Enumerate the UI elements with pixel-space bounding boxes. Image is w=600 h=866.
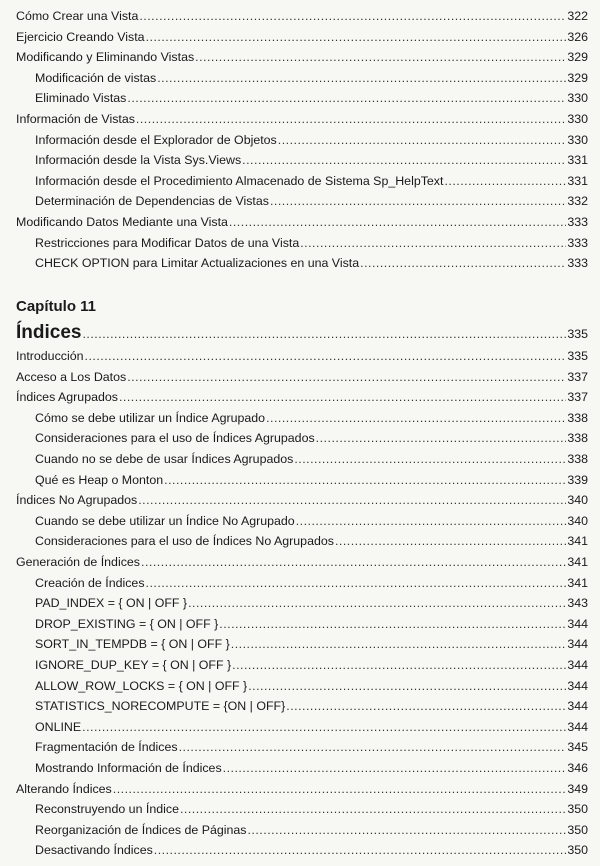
- chapter-page-number: 335: [567, 327, 588, 341]
- toc-entry[interactable]: [0, 552, 588, 572]
- toc-leader: [180, 799, 566, 819]
- toc-leader: [219, 614, 566, 634]
- toc-entry-page: 345: [567, 740, 588, 755]
- toc-entry[interactable]: [0, 109, 588, 129]
- toc-leader: [157, 68, 566, 88]
- toc-entry[interactable]: [0, 820, 588, 840]
- toc-entry-label: Modificando y Eliminando Vistas: [16, 50, 195, 65]
- toc-leader: [138, 490, 566, 510]
- toc-leader: [146, 27, 567, 47]
- toc-leader: [270, 191, 566, 211]
- toc-entry[interactable]: [0, 387, 588, 407]
- toc-entry-page: 329: [567, 50, 588, 65]
- toc-entry-page: 341: [567, 575, 588, 590]
- toc-entry[interactable]: [0, 696, 588, 716]
- toc-entry-page: 337: [567, 390, 588, 405]
- toc-entry-label: Cuando se debe utilizar un Índice No Agrupado: [35, 513, 295, 528]
- toc-entry-label: Qué es Heap o Monton: [35, 472, 164, 487]
- toc-leader: [154, 840, 567, 860]
- toc-entry-page: 344: [567, 637, 588, 652]
- toc-leader: [146, 573, 567, 593]
- toc-leader: [119, 387, 566, 407]
- toc-entry-label: Consideraciones para el uso de Índices No Agrupados: [35, 534, 334, 549]
- toc-entry-label: Reorganización de Índices de Páginas: [35, 822, 247, 837]
- toc-entry-page: 326: [567, 29, 588, 44]
- chapter-number: Capítulo 11: [16, 298, 97, 315]
- toc-entry-label: IGNORE_DUP_KEY = { ON | OFF }: [35, 658, 232, 672]
- toc-entry[interactable]: [0, 490, 588, 510]
- toc-leader: [247, 820, 566, 840]
- toc-entry-label: ONLINE: [35, 719, 82, 734]
- toc-entry[interactable]: [0, 408, 588, 428]
- toc-leader: [266, 408, 566, 428]
- toc-entry-page: 329: [567, 70, 588, 85]
- toc-entry[interactable]: [0, 47, 588, 67]
- toc-leader: [444, 171, 566, 191]
- toc-entry-label: Cómo se debe utilizar un Índice Agrupado: [35, 410, 266, 425]
- toc-leader: [248, 676, 566, 696]
- toc-entry-label: Alterando Índices: [16, 781, 112, 796]
- toc-entry-page: 350: [567, 822, 588, 837]
- toc-leader: [195, 47, 566, 67]
- toc-leader: [82, 327, 566, 341]
- toc-leader: [229, 212, 566, 232]
- toc-leader: [360, 253, 566, 273]
- toc-entry-page: 332: [567, 194, 588, 209]
- toc-entry-page: 344: [567, 616, 588, 631]
- toc-leader: [300, 233, 566, 253]
- toc-entry-page: 349: [567, 781, 588, 796]
- toc-entry[interactable]: [0, 511, 588, 531]
- toc-entry[interactable]: [0, 634, 588, 654]
- toc-entry[interactable]: [0, 840, 588, 860]
- toc-entry-label: CHECK OPTION para Limitar Actualizaciones en una Vista: [35, 256, 360, 271]
- toc-entry-label: Determinación de Dependencias de Vistas: [35, 194, 269, 209]
- toc-entry-page: 341: [567, 555, 588, 569]
- toc-leader: [294, 449, 566, 469]
- toc-entry[interactable]: [0, 27, 588, 47]
- toc-entry[interactable]: [0, 737, 588, 757]
- toc-entry-label: SORT_IN_TEMPDB = { ON | OFF }: [35, 637, 230, 652]
- toc-entry-page: 330: [567, 91, 588, 106]
- toc-entry-page: 330: [567, 112, 588, 126]
- toc-leader: [139, 6, 566, 26]
- toc-entry-label: Información desde la Vista Sys.Views: [35, 153, 242, 168]
- toc-leader: [316, 428, 567, 448]
- toc-entry-label: Consideraciones para el uso de Índices Agrupados: [35, 431, 315, 446]
- toc-entry[interactable]: [0, 150, 588, 170]
- toc-leader: [82, 717, 566, 737]
- toc-entry-label: Acceso a Los Datos: [16, 369, 127, 384]
- toc-entry-label: Información desde el Explorador de Objetos: [35, 132, 277, 147]
- toc-entry[interactable]: [0, 470, 588, 490]
- toc-entry[interactable]: [0, 68, 588, 88]
- toc-leader: [335, 531, 566, 551]
- toc-entry-page: 330: [567, 132, 588, 147]
- toc-entry-label: Información de Vistas: [16, 112, 135, 126]
- toc-leader: [141, 552, 566, 572]
- toc-entry-page: 338: [567, 431, 588, 446]
- toc-entry-label: PAD_INDEX = { ON | OFF }: [35, 596, 188, 611]
- toc-entry-label: Índices Agrupados: [16, 390, 118, 405]
- toc-entry-page: 344: [567, 719, 588, 734]
- toc-entry-page: 337: [567, 369, 588, 384]
- toc-entry-page: 339: [567, 472, 588, 487]
- toc-leader: [296, 511, 567, 531]
- toc-entry[interactable]: [0, 449, 588, 469]
- toc-entry-page: 344: [567, 658, 588, 672]
- toc-entry[interactable]: [0, 346, 588, 366]
- toc-entry[interactable]: [0, 130, 588, 150]
- toc-entry[interactable]: [0, 212, 588, 232]
- toc-entry-label: Restricciones para Modificar Datos de una Vista: [35, 235, 300, 250]
- toc-leader: [242, 150, 566, 170]
- toc-entry[interactable]: [0, 233, 588, 253]
- toc-leader: [113, 779, 567, 799]
- toc-leader: [85, 346, 567, 366]
- toc-entry-page: 340: [567, 493, 588, 508]
- toc-entry-label: Eliminado Vistas: [35, 91, 127, 106]
- toc-entry-label: Modificando Datos Mediante una Vista: [16, 215, 228, 229]
- toc-entry-page: 331: [567, 173, 588, 188]
- toc-leader: [223, 758, 567, 778]
- toc-entry-page: 331: [567, 153, 588, 168]
- chapter-title: Índices: [16, 322, 82, 343]
- toc-entry-page: 333: [567, 256, 588, 271]
- toc-entry[interactable]: [0, 88, 588, 108]
- toc-entry-label: Cuando no se debe de usar Índices Agrupados: [35, 452, 294, 466]
- toc-entry-label: ALLOW_ROW_LOCKS = { ON | OFF }: [35, 678, 248, 693]
- toc-entry[interactable]: [0, 799, 588, 819]
- toc-entry-label: Información desde el Procedimiento Almacenado de Sistema Sp_HelpText: [35, 173, 444, 188]
- toc-leader: [164, 470, 566, 490]
- toc-entry-label: Ejercicio Creando Vista: [16, 29, 145, 44]
- toc-entry[interactable]: [0, 758, 588, 778]
- toc-leader: [127, 367, 566, 387]
- toc-entry[interactable]: [0, 191, 588, 211]
- toc-entry-label: Generación de Índices: [16, 555, 140, 569]
- toc-entry[interactable]: [0, 171, 588, 191]
- toc-entry-page: 338: [567, 410, 588, 425]
- toc-entry-page: 322: [567, 9, 588, 23]
- toc-entry[interactable]: [0, 779, 588, 799]
- toc-leader: [231, 634, 567, 654]
- toc-entry-label: Fragmentación de Índices: [35, 740, 178, 755]
- toc-leader: [188, 593, 566, 613]
- toc-entry-page: 333: [567, 235, 588, 250]
- toc-entry-label: Mostrando Información de Índices: [35, 761, 222, 775]
- toc-entry-label: Modificación de vistas: [35, 70, 157, 85]
- toc-entry-label: STATISTICS_NORECOMPUTE = {ON | OFF}: [35, 699, 286, 714]
- toc-entry[interactable]: [0, 6, 588, 26]
- toc-entry-page: 350: [567, 843, 588, 858]
- toc-entry-page: 333: [567, 215, 588, 229]
- toc-entry-page: 335: [567, 349, 588, 363]
- toc-leader: [179, 737, 567, 757]
- toc-entry[interactable]: [0, 614, 588, 634]
- toc-entry[interactable]: [0, 717, 588, 737]
- toc-entry-page: 343: [567, 596, 588, 611]
- toc-entry-label: Introducción: [16, 349, 84, 363]
- toc-entry[interactable]: [0, 593, 588, 613]
- toc-entry-label: Índices No Agrupados: [16, 493, 138, 508]
- toc-entry[interactable]: [0, 531, 588, 551]
- toc-entry-label: Desactivando Índices: [35, 843, 153, 858]
- toc-entry-label: Cómo Crear una Vista: [16, 9, 139, 23]
- toc-entry[interactable]: [0, 253, 588, 273]
- toc-entry[interactable]: [0, 428, 588, 448]
- chapter-title-line[interactable]: [16, 322, 588, 346]
- toc-entry[interactable]: [0, 676, 588, 696]
- toc-entry-page: 340: [567, 513, 588, 528]
- toc-entry-label: DROP_EXISTING = { ON | OFF }: [35, 616, 219, 631]
- toc-entry[interactable]: [0, 367, 588, 387]
- toc-entry-page: 344: [567, 699, 588, 714]
- toc-entry[interactable]: [0, 573, 588, 593]
- toc-leader: [127, 88, 566, 108]
- toc-leader: [278, 130, 567, 150]
- toc-entry-page: 338: [567, 452, 588, 466]
- toc-entry[interactable]: [0, 655, 588, 675]
- toc-entry-label: Reconstruyendo un Índice: [35, 802, 179, 817]
- toc-leader: [232, 655, 566, 675]
- toc-entry-page: 344: [567, 678, 588, 693]
- toc-leader: [136, 109, 566, 129]
- toc-entry-page: 341: [567, 534, 588, 549]
- toc-entry-label: Creación de Índices: [35, 575, 145, 590]
- toc-entry-page: 346: [567, 761, 588, 775]
- toc-entry-page: 350: [567, 802, 588, 817]
- toc-leader: [286, 696, 566, 716]
